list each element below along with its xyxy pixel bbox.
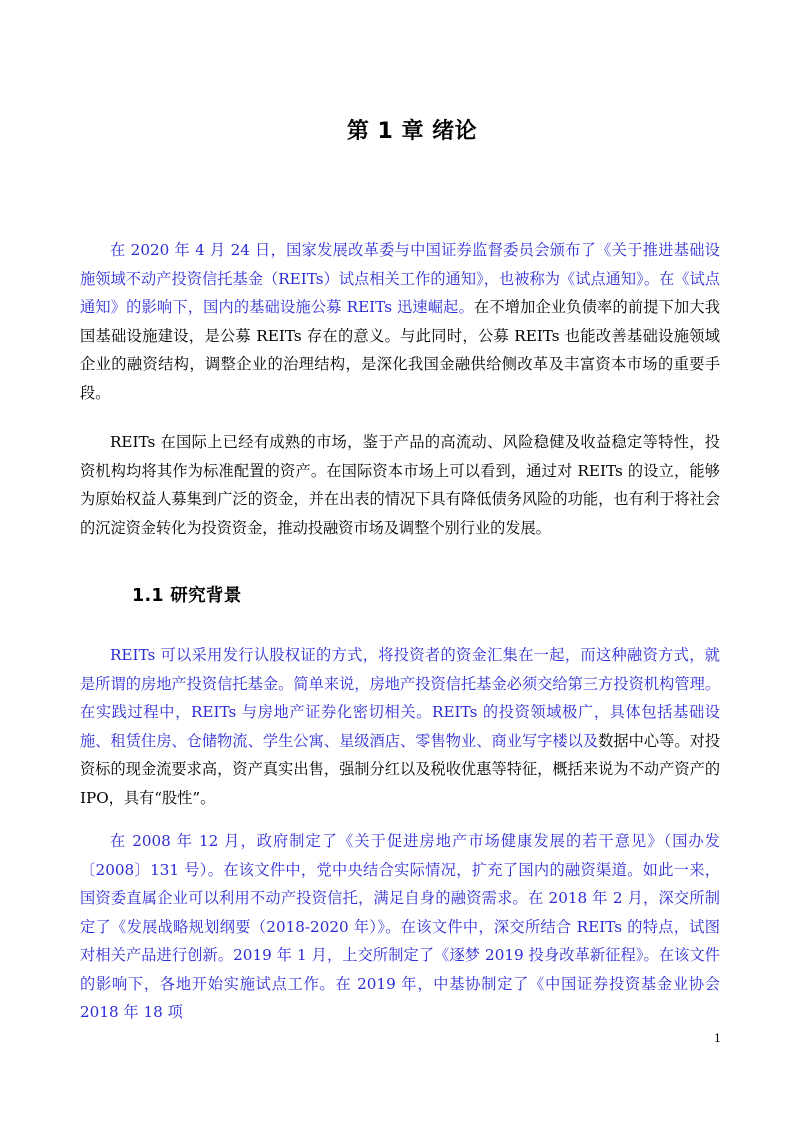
paragraph-reits-definition xyxy=(80,641,720,812)
paragraph-reits-market xyxy=(80,428,720,542)
page-number: 1 xyxy=(714,1032,721,1045)
paragraph-segment: 数据中心等。对投资标的现金流要求高，资产真实出售，强制分红以及税收优惠等特征，概括来说为不动产资产的 IPO，具有“股性”。 xyxy=(80,731,721,807)
paragraph-segment: REITs 在国际上已经有成熟的市场，鉴于产品的高流动、风险稳健及收益稳定等特性，投资机构均将其作为标准配置的资产。在国际资本市场上可以看到，通过对 REITs 的设立，能够为原始权益人募集到广泛的资金，并在出表的情况下具有降低债务风险的功能，也有利于将社会的沉淀资金转化为投资资金，推动投融资市场及调整个别行业的发展。 xyxy=(80,433,720,537)
section-heading: 1.1 研究背景 xyxy=(132,586,242,606)
paragraph-segment: 在 2008 年 12 月，政府制定了《关于促进房地产市场健康发展的若干意见》（国办发〔2008〕131 号）。在该文件中，党中央结合实际情况，扩充了国内的融资渠道。如此一来，国资委直属企业可以利用不动产投资信托，满足自身的融资需求。在 2018 年 2 月，深交所制定了《发展战略规划纲要（2018-2020 年）》。在该文件中，深交所结合 REITs 的特点，试图对相关产品进行创新。2019 年 1 月，上交所制定了《逐梦 2019 投身改革新征程》。在该文件的影响下，各地开始实施试点工作。在 2019 年，中基协制定了《中国证券投资基金业协会 2018 年 18 项 xyxy=(80,832,720,1021)
paragraph-segment: 在不增加企业负债率的前提下加大我国基础设施建设，是公募 REITs 存在的意义。与此同时，公募 REITs 也能改善基础设施领域企业的融资结构，调整企业的治理结构，是深化我国金融供给侧改革及丰富资本市场的重要手段。 xyxy=(80,298,720,402)
paragraph-segment: 在 2020 年 4 月 24 日，国家发展改革委与中国证券监督委员会颁布了《关于推进基础设施领域不动产投资信托基金（REITs）试点相关工作的通知》，也被称为《试点通知》。在《试点通知》的影响下，国内的基础设施公募 REITs 迅速崛起。 xyxy=(80,241,720,316)
paragraph-policy-history xyxy=(80,827,720,1027)
paragraph-intro xyxy=(80,236,720,407)
paragraph-segment: REITs 可以采用发行认股权证的方式，将投资者的资金汇集在一起，而这种融资方式，就是所谓的房地产投资信托基金。简单来说，房地产投资信托基金必须交给第三方投资机构管理。在实践过程中，REITs 与房地产证券化密切相关。REITs 的投资领域极广，具体包括基础设施、租赁住房、仓储物流、学生公寓、星级酒店、零售物业、商业写字楼以及 xyxy=(80,646,720,750)
chapter-title: 第 1 章 绪论 xyxy=(346,119,478,144)
